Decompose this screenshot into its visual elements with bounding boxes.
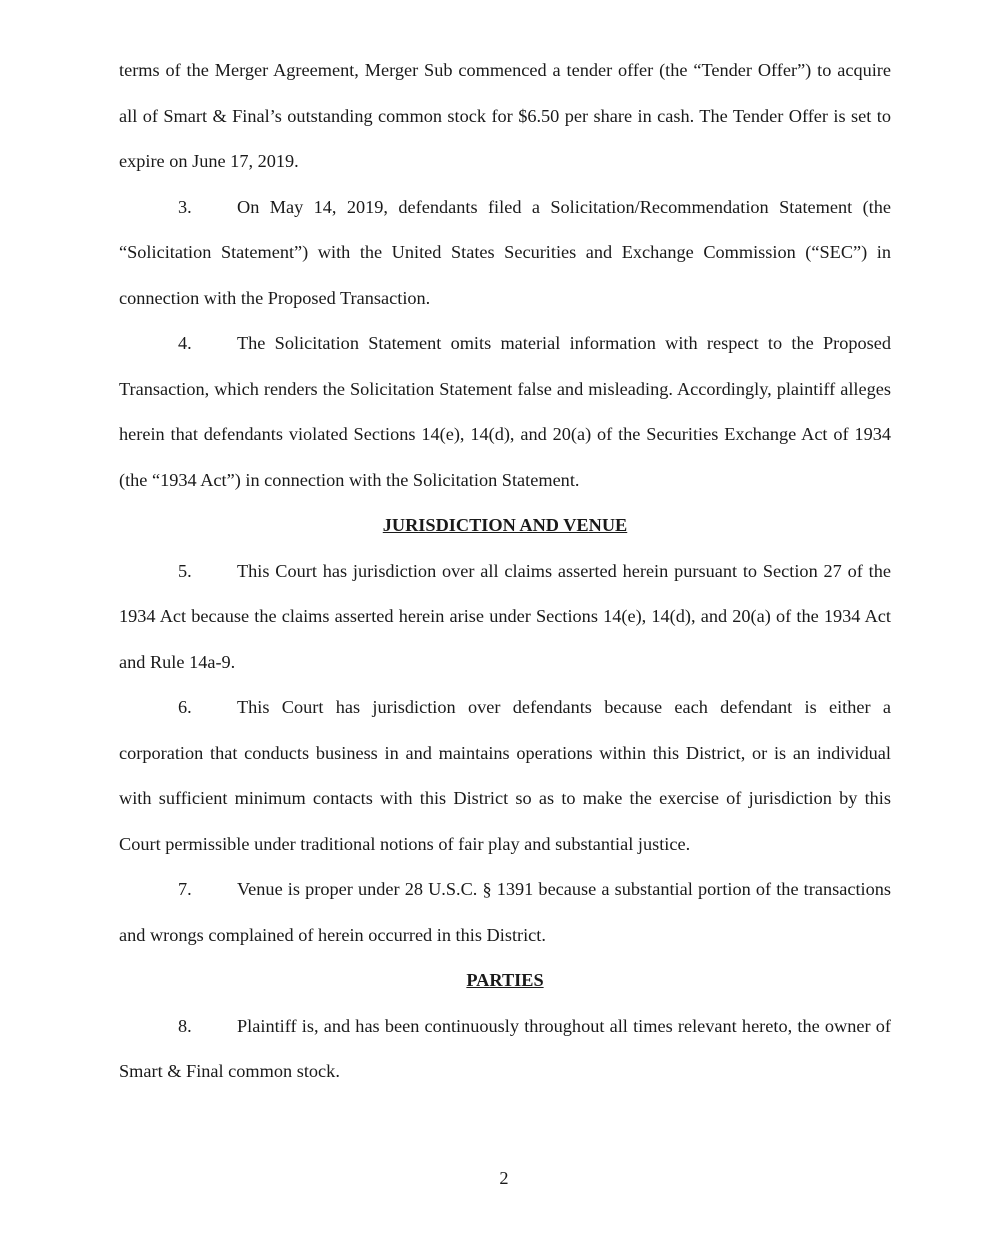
paragraph-6 (119, 685, 891, 867)
section-heading-jurisdiction: JURISDICTION AND VENUE (382, 515, 628, 535)
paragraph-number: 5. (178, 560, 192, 581)
paragraph-text: This Court has jurisdiction over defendants because each defendant is either a corporation that conducts business in and maintains operations within this District, or is an individual with sufficient minimum contacts with this District so as to make the exercise of jurisdiction by this Court permissible under traditional notions of fair play and substantial justice. (119, 697, 891, 854)
paragraph-text: On May 14, 2019, defendants filed a Solicitation/Recommendation Statement (the “Solicitation Statement”) with the United States Securities and Exchange Commission (“SEC”) in connection with the Proposed Transaction. (119, 196, 891, 308)
paragraph-3 (119, 185, 891, 322)
paragraph-number: 4. (178, 333, 192, 353)
paragraph-text: This Court has jurisdiction over all claims asserted herein pursuant to Section 27 of the 1934 Act because the claims asserted herein arise under Sections 14(e), 14(d), and 20(a) of the 1934 Act and Rule 14a-9. (119, 560, 891, 672)
paragraph-8 (119, 1004, 891, 1095)
paragraph-5 (119, 549, 891, 686)
paragraph-4 (119, 321, 891, 503)
paragraph-number: 3. (178, 196, 192, 217)
paragraph-number: 6. (178, 697, 192, 717)
paragraph-text: Plaintiff is, and has been continuously throughout all times relevant hereto, the owner of Smart & Final common stock. (119, 1015, 891, 1081)
paragraph-text: The Solicitation Statement omits material information with respect to the Proposed Transaction, which renders the Solicitation Statement false and misleading. Accordingly, plaintiff alleges herein that defendants violated Sections 14(e), 14(d), and 20(a) of the Securities Exchange Act of 1934 (the “1934 Act”) in connection with the Solicitation Statement. (119, 333, 891, 490)
paragraph-7 (119, 867, 891, 958)
paragraph-number: 8. (178, 1015, 192, 1036)
document-page (119, 48, 891, 1095)
paragraph-text: Venue is proper under 28 U.S.C. § 1391 because a substantial portion of the transactions and wrongs complained of herein occurred in this District. (119, 879, 891, 945)
paragraph-number: 7. (178, 879, 192, 899)
intro-paragraph: terms of the Merger Agreement, Merger Sub commenced a tender offer (the “Tender Offer”) to acquire all of Smart & Final’s outstanding common stock for $6.50 per share in cash. The Tender Offer is set to expire on June 17, 2019. (119, 60, 891, 171)
section-heading-parties: PARTIES (466, 970, 544, 990)
page-number: 2 (499, 1168, 509, 1188)
